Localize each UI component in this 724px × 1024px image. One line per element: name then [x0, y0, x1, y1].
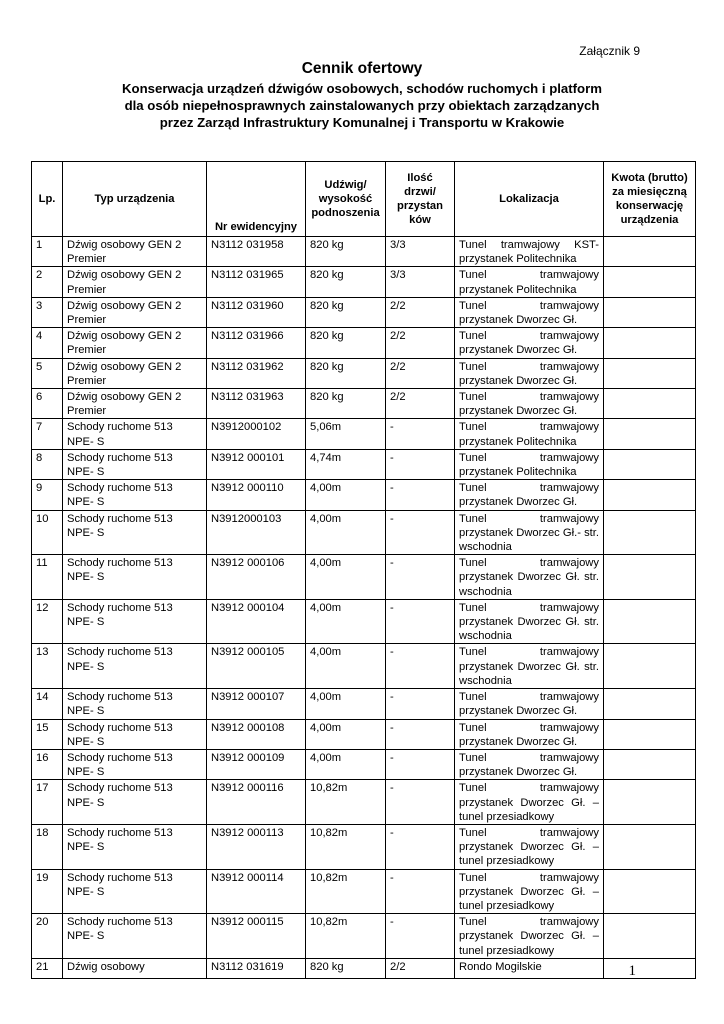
doors-stops: 2/2 [386, 958, 455, 978]
monthly-amount [604, 869, 696, 914]
row-lp: 8 [32, 449, 63, 479]
monthly-amount [604, 297, 696, 327]
subtitle-line: dla osób niepełnosprawnych zainstalowanych przy obiektach zarządzanych [124, 98, 600, 113]
device-type: Schody ruchome 513 NPE- S [63, 719, 207, 749]
capacity-value: 5,06m [306, 419, 386, 449]
table-row [32, 297, 696, 327]
col-header-capacity: Udźwig/ wysokość podnoszenia [306, 162, 386, 237]
row-lp: 19 [32, 869, 63, 914]
table-row [32, 480, 696, 510]
device-type: Schody ruchome 513 NPE- S [63, 914, 207, 959]
row-lp: 13 [32, 644, 63, 689]
monthly-amount [604, 328, 696, 358]
col-header-location: Lokalizacja [455, 162, 604, 237]
location: Tunel tramwajowy przystanek Politechnika [455, 267, 604, 297]
table-row [32, 644, 696, 689]
capacity-value: 820 kg [306, 267, 386, 297]
row-lp: 6 [32, 389, 63, 419]
registration-number: N3912 000105 [207, 644, 306, 689]
document-title: Cennik ofertowy [301, 60, 423, 77]
location: Tunel tramwajowy przystanek Dworzec Gł. str. wschodnia [455, 555, 604, 600]
monthly-amount [604, 644, 696, 689]
table-row [32, 358, 696, 388]
capacity-value: 10,82m [306, 824, 386, 869]
table-row [32, 958, 696, 978]
row-lp: 3 [32, 297, 63, 327]
capacity-value: 820 kg [306, 297, 386, 327]
capacity-value: 4,00m [306, 599, 386, 644]
col-header-lp: Lp. [32, 162, 63, 237]
device-type: Dźwig osobowy [63, 958, 207, 978]
location: Tunel tramwajowy przystanek Politechnika [455, 419, 604, 449]
table-row [32, 719, 696, 749]
row-lp: 12 [32, 599, 63, 644]
registration-number: N3912 000115 [207, 914, 306, 959]
row-lp: 7 [32, 419, 63, 449]
device-type: Schody ruchome 513 NPE- S [63, 449, 207, 479]
capacity-value: 10,82m [306, 914, 386, 959]
row-lp: 18 [32, 824, 63, 869]
registration-number: N3912 000101 [207, 449, 306, 479]
device-type: Schody ruchome 513 NPE- S [63, 644, 207, 689]
capacity-value: 4,00m [306, 644, 386, 689]
location: Tunel tramwajowy przystanek Dworzec Gł.- str. wschodnia [455, 510, 604, 555]
device-type: Dźwig osobowy GEN 2 Premier [63, 297, 207, 327]
monthly-amount [604, 419, 696, 449]
device-type: Dźwig osobowy GEN 2 Premier [63, 358, 207, 388]
device-type: Schody ruchome 513 NPE- S [63, 480, 207, 510]
monthly-amount [604, 267, 696, 297]
table-row [32, 780, 696, 825]
monthly-amount [604, 555, 696, 600]
capacity-value: 4,00m [306, 719, 386, 749]
table-row [32, 914, 696, 959]
row-lp: 21 [32, 958, 63, 978]
table-row [32, 267, 696, 297]
registration-number: N3912 000116 [207, 780, 306, 825]
table-row [32, 328, 696, 358]
location: Tunel tramwajowy przystanek Dworzec Gł. str. wschodnia [455, 644, 604, 689]
location: Tunel tramwajowy przystanek Dworzec Gł. [455, 480, 604, 510]
monthly-amount [604, 599, 696, 644]
device-type: Schody ruchome 513 NPE- S [63, 419, 207, 449]
subtitle-line: przez Zarząd Infrastruktury Komunalnej i Transportu w Krakowie [159, 115, 565, 130]
location: Tunel tramwajowy przystanek Dworzec Gł. [455, 328, 604, 358]
device-type: Schody ruchome 513 NPE- S [63, 869, 207, 914]
doors-stops: 3/3 [386, 267, 455, 297]
capacity-value: 820 kg [306, 237, 386, 267]
row-lp: 17 [32, 780, 63, 825]
doors-stops: 2/2 [386, 389, 455, 419]
capacity-value: 820 kg [306, 358, 386, 388]
capacity-value: 10,82m [306, 780, 386, 825]
doors-stops: 3/3 [386, 237, 455, 267]
registration-number: N3112 031966 [207, 328, 306, 358]
monthly-amount [604, 749, 696, 779]
location: Tunel tramwajowy przystanek Dworzec Gł. [455, 358, 604, 388]
monthly-amount [604, 824, 696, 869]
table-row [32, 869, 696, 914]
device-type: Dźwig osobowy GEN 2 Premier [63, 328, 207, 358]
page-number: 1 [628, 963, 636, 979]
document-subtitle [0, 80, 724, 131]
row-lp: 16 [32, 749, 63, 779]
monthly-amount [604, 389, 696, 419]
device-type: Schody ruchome 513 NPE- S [63, 689, 207, 719]
table-row [32, 510, 696, 555]
location: Tunel tramwajowy przystanek Dworzec Gł. [455, 719, 604, 749]
doors-stops: - [386, 689, 455, 719]
doors-stops: - [386, 599, 455, 644]
col-header-doors: Ilość drzwi/ przystan ków [386, 162, 455, 237]
capacity-value: 10,82m [306, 869, 386, 914]
monthly-amount [604, 689, 696, 719]
monthly-amount [604, 510, 696, 555]
doors-stops: 2/2 [386, 328, 455, 358]
doors-stops: - [386, 419, 455, 449]
registration-number: N3112 031960 [207, 297, 306, 327]
doors-stops: - [386, 824, 455, 869]
col-header-amount: Kwota (brutto) za miesięczną konserwację urządzenia [604, 162, 696, 237]
doors-stops: - [386, 480, 455, 510]
location: Tunel tramwajowy przystanek Dworzec Gł. [455, 749, 604, 779]
row-lp: 14 [32, 689, 63, 719]
table-row [32, 555, 696, 600]
registration-number: N3112 031963 [207, 389, 306, 419]
registration-number: N3912 000110 [207, 480, 306, 510]
location: Tunel tramwajowy przystanek Dworzec Gł. str. wschodnia [455, 599, 604, 644]
location: Tunel tramwajowy przystanek Dworzec Gł. – tunel przesiadkowy [455, 780, 604, 825]
capacity-value: 4,00m [306, 749, 386, 779]
device-type: Schody ruchome 513 NPE- S [63, 824, 207, 869]
registration-number: N3112 031619 [207, 958, 306, 978]
location: Tunel tramwajowy przystanek Dworzec Gł. – tunel przesiadkowy [455, 824, 604, 869]
doors-stops: - [386, 644, 455, 689]
capacity-value: 4,00m [306, 689, 386, 719]
location: Tunel tramwajowy przystanek Dworzec Gł. [455, 689, 604, 719]
table-row [32, 419, 696, 449]
row-lp: 20 [32, 914, 63, 959]
registration-number: N3112 031965 [207, 267, 306, 297]
registration-number: N3912 000108 [207, 719, 306, 749]
subtitle-line: Konserwacja urządzeń dźwigów osobowych, schodów ruchomych i platform [122, 81, 602, 96]
registration-number: N3112 031958 [207, 237, 306, 267]
device-type: Dźwig osobowy GEN 2 Premier [63, 389, 207, 419]
doors-stops: - [386, 780, 455, 825]
doors-stops: - [386, 869, 455, 914]
location: Tunel tramwajowy przystanek Dworzec Gł. [455, 389, 604, 419]
capacity-value: 4,00m [306, 555, 386, 600]
registration-number: N3912 000107 [207, 689, 306, 719]
device-type: Schody ruchome 513 NPE- S [63, 555, 207, 600]
registration-number: N3912 000106 [207, 555, 306, 600]
capacity-value: 820 kg [306, 958, 386, 978]
doors-stops: - [386, 749, 455, 779]
monthly-amount [604, 719, 696, 749]
row-lp: 15 [32, 719, 63, 749]
capacity-value: 4,00m [306, 480, 386, 510]
device-type: Dźwig osobowy GEN 2 Premier [63, 267, 207, 297]
location: Tunel tramwajowy przystanek Politechnika [455, 449, 604, 479]
registration-number: N3912000102 [207, 419, 306, 449]
registration-number: N3912 000114 [207, 869, 306, 914]
location: Tunel tramwajowy przystanek Dworzec Gł. [455, 297, 604, 327]
table-row [32, 599, 696, 644]
row-lp: 11 [32, 555, 63, 600]
monthly-amount [604, 237, 696, 267]
registration-number: N3912000103 [207, 510, 306, 555]
location: Rondo Mogilskie [455, 958, 604, 978]
annex-label: Załącznik 9 [579, 44, 640, 58]
monthly-amount [604, 480, 696, 510]
doors-stops: 2/2 [386, 358, 455, 388]
table-row [32, 449, 696, 479]
table-row [32, 689, 696, 719]
registration-number: N3112 031962 [207, 358, 306, 388]
monthly-amount [604, 780, 696, 825]
row-lp: 2 [32, 267, 63, 297]
location: Tunel tramwajowy przystanek Dworzec Gł. – tunel przesiadkowy [455, 869, 604, 914]
doors-stops: - [386, 449, 455, 479]
row-lp: 10 [32, 510, 63, 555]
row-lp: 4 [32, 328, 63, 358]
registration-number: N3912 000104 [207, 599, 306, 644]
device-type: Schody ruchome 513 NPE- S [63, 599, 207, 644]
table-header-row [32, 162, 696, 237]
row-lp: 9 [32, 480, 63, 510]
col-header-type: Typ urządzenia [63, 162, 207, 237]
monthly-amount [604, 358, 696, 388]
row-lp: 5 [32, 358, 63, 388]
table-row [32, 237, 696, 267]
price-table [31, 161, 696, 979]
capacity-value: 4,74m [306, 449, 386, 479]
monthly-amount [604, 958, 696, 978]
table-row [32, 389, 696, 419]
doors-stops: - [386, 719, 455, 749]
capacity-value: 820 kg [306, 389, 386, 419]
device-type: Schody ruchome 513 NPE- S [63, 510, 207, 555]
table-row [32, 824, 696, 869]
registration-number: N3912 000109 [207, 749, 306, 779]
capacity-value: 4,00m [306, 510, 386, 555]
table-row [32, 749, 696, 779]
row-lp: 1 [32, 237, 63, 267]
device-type: Dźwig osobowy GEN 2 Premier [63, 237, 207, 267]
capacity-value: 820 kg [306, 328, 386, 358]
monthly-amount [604, 449, 696, 479]
device-type: Schody ruchome 513 NPE- S [63, 749, 207, 779]
monthly-amount [604, 914, 696, 959]
location: Tunel tramwajowy KST- przystanek Politechnika [455, 237, 604, 267]
location: Tunel tramwajowy przystanek Dworzec Gł. – tunel przesiadkowy [455, 914, 604, 959]
doors-stops: - [386, 555, 455, 600]
registration-number: N3912 000113 [207, 824, 306, 869]
col-header-nr: Nr ewidencyjny [207, 162, 306, 237]
doors-stops: - [386, 914, 455, 959]
doors-stops: 2/2 [386, 297, 455, 327]
device-type: Schody ruchome 513 NPE- S [63, 780, 207, 825]
doors-stops: - [386, 510, 455, 555]
